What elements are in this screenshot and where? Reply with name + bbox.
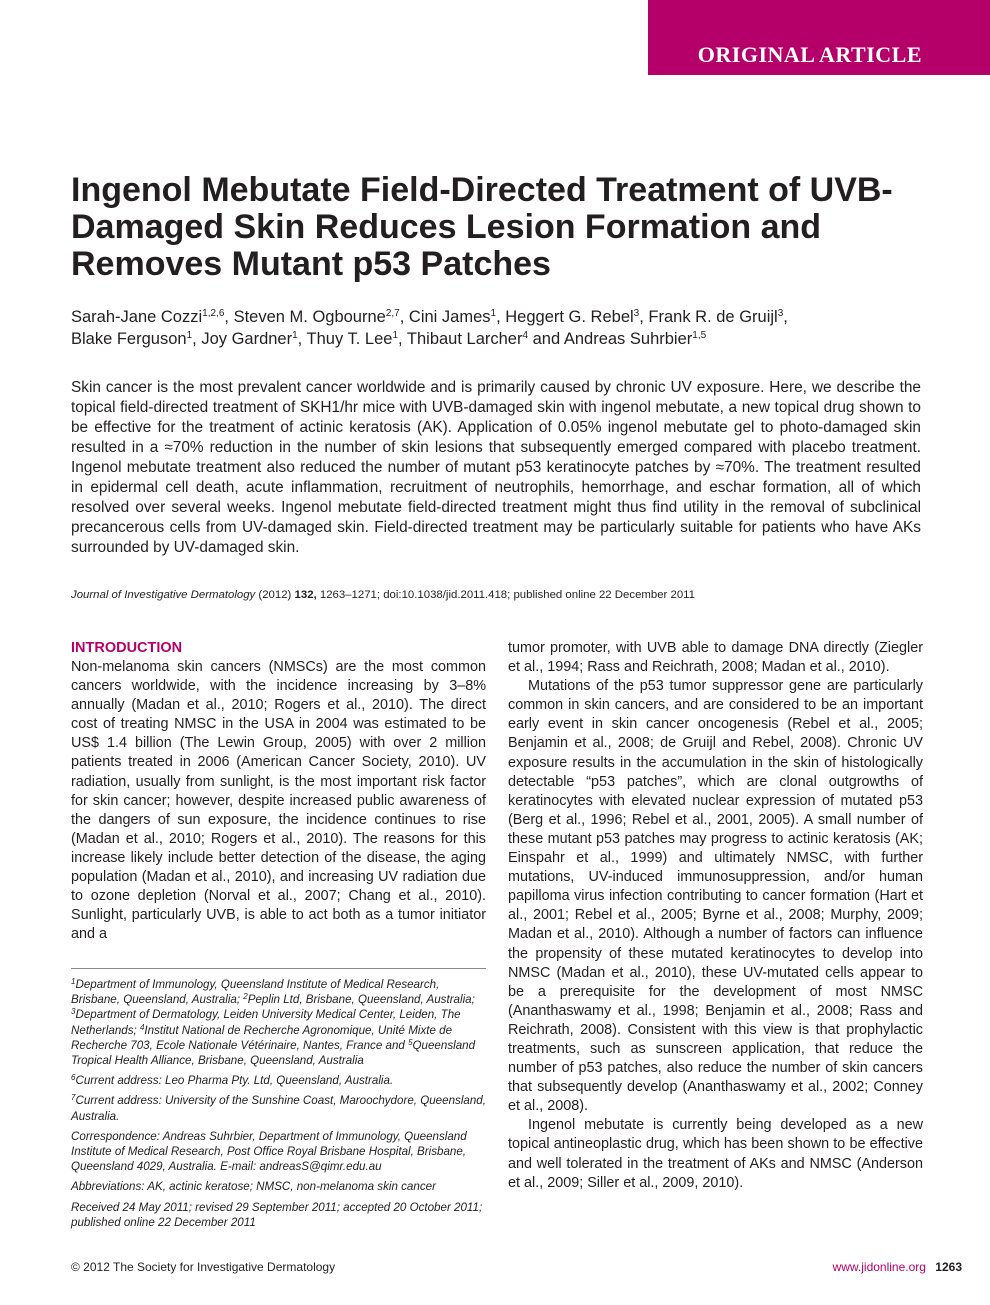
footer-right	[833, 1260, 962, 1274]
dates-note: Received 24 May 2011; revised 29 September 2011; accepted 20 October 2011; published online 22 December 2011	[71, 1200, 483, 1229]
left-column	[71, 639, 486, 944]
current-address-note-6: $^6$Current address: Leo Pharma Pty. Ltd, Queensland, Australia.	[71, 1073, 394, 1088]
affiliation-text: Department of Dermatology, Leiden University Medical Center, Leiden, The Netherlands;	[71, 1008, 461, 1037]
affiliation-marker: 2	[243, 992, 248, 1002]
affiliations-note	[71, 977, 486, 1068]
intro-paragraph-2: Mutations of the p53 tumor suppressor gene are particularly common in skin cancers, and are considered to be an important early event in skin cancer oncogenesis (Rebel et al., 2005; Benjamin et al., 2008; de Gruijl and Rebel, 2008). Chronic UV exposure results in the accumulation in the skin of histologically detectable “p53 patches”, which are clonal outgrowths of keratinocytes with elevated nuclear expression of mutated p53 (Berg et al., 1996; Rebel et al., 2001, 2005). A small number of these mutant p53 patches may progress to actinic keratosis (AK; Einspahr et al., 1999) and ultimately NMSC, with further mutations, UV-induced immunosuppression, and/or human papilloma virus infection contributing to cancer formation (Hart et al., 2001; Rebel et al., 2005; Byrne et al., 2008; Murphy, 2009; Madan et al., 2010). Although a number of factors can influence the propensity of these mutated keratinocytes to develop into NMSC (Madan et al., 2010), these UV-mutated cells appear to be a prerequisite for the development of most NMSC (Ananthaswamy et al., 1998; Benjamin et al., 2008; Rass and Reichrath, 2008). Consistent with this view is that prophylactic treatments, such as sunscreen application, that reduce the number of p53 patches, also reduce the number of skin cancers that subsequently develop (Ananthaswamy et al., 2002; Conney et al., 2008).	[508, 678, 923, 1115]
affiliation-marker: 1	[71, 977, 76, 986]
author-affiliation-marker: 3	[633, 308, 640, 319]
footnotes	[71, 977, 486, 1235]
author-name: Blake Ferguson	[71, 330, 187, 348]
footer-copyright: © 2012 The Society for Investigative Dermatology	[71, 1260, 336, 1274]
author-affiliation-marker: 1,5	[692, 330, 707, 341]
author-list: Sarah-Jane Cozzi$^{1,2,6}$, Steven M. Ogbourne$^{2,7}$, Cini James$^1$, Heggert G. Rebel$^3$, Frank R. de Gruijl$^3$, Blake Ferguson$^1$, Joy Gardner$^1$, Thuy T. Lee$^1$, Thibaut Larcher$^4$ and Andreas Suhrbier$^{1,5}$	[71, 308, 788, 348]
article-type-banner	[648, 0, 990, 75]
abstract: Skin cancer is the most prevalent cancer worldwide and is primarily caused by chronic UV exposure. Here, we describe the topical field-directed treatment of SKH1/hr mice with UVB-damaged skin with ingenol mebutate, a new topical drug shown to be effective for the treatment of actinic keratosis (AK). Application of 0.05% ingenol mebutate gel to photo-damaged skin resulted in a ≈70% reduction in the number of skin lesions that subsequently emerged compared with placebo treatment. Ingenol mebutate treatment also reduced the number of mutant p53 keratinocyte patches by ≈70%. The treatment resulted in epidermal cell death, acute inflammation, recruitment of neutrophils, hemorrhage, and eschar formation, all of which resolved over several weeks. Ingenol mebutate field-directed treatment might thus find utility in the removal of subclinical precancerous cells from UV-damaged skin. Field-directed treatment may be particularly suitable for patients who have AKs surrounded by UV-damaged skin.	[71, 379, 921, 556]
author-affiliation-marker: 1,2,6	[202, 308, 225, 319]
author-name: Heggert G. Rebel	[505, 308, 634, 326]
author-name: Steven M. Ogbourne	[233, 308, 386, 326]
author-affiliation-marker: 2,7	[385, 308, 400, 319]
affiliation-marker: 4	[139, 1022, 145, 1032]
author-affiliation-marker: 1	[292, 330, 298, 341]
author-affiliation-marker: 3	[777, 308, 784, 319]
affiliation-text: Peplin Ltd, Brisbane, Queensland, Australia;	[247, 993, 475, 1007]
author-affiliation-marker: 1	[392, 330, 399, 341]
author-affiliation-marker: 1	[186, 330, 193, 341]
article-title: Ingenol Mebutate Field-Directed Treatment of UVB-Damaged Skin Reduces Lesion Formation and Removes Mutant p53 Patches	[71, 171, 893, 283]
current-address-note-7: $^7$Current address: University of the Sunshine Coast, Maroochydore, Queensland, Australia.	[71, 1093, 486, 1123]
author-name: Cini James	[408, 308, 491, 326]
intro-paragraph-1: Non-melanoma skin cancers (NMSCs) are the most common cancers worldwide, with the incidence increasing by 3–8% annually (Madan et al., 2010; Rogers et al., 2010). The direct cost of treating NMSC in the USA in 2004 was estimated to be US$ 1.4 billion (The Lewin Group, 2005) with over 2 million patients treated in 2006 (American Cancer Society, 2010). UV radiation, usually from sunlight, is the most important risk factor for skin cancer; however, despite increased public awareness of the dangers of sun exposure, the incidence continues to rise (Madan et al., 2010; Rogers et al., 2010). The reasons for this increase likely include better detection of the disease, the aging population (Madan et al., 2010), and increasing UV radiation due to ozone depletion (Norval et al., 2007; Chang et al., 2010). Sunlight, particularly UVB, is able to act both as a tumor initiator and a	[71, 659, 486, 943]
page-number: 1263	[935, 1260, 962, 1274]
author-name: Sarah-Jane Cozzi	[71, 308, 203, 326]
footnote-divider	[71, 968, 486, 969]
affiliation-marker: 3	[71, 1007, 76, 1017]
journal-name: Journal of Investigative Dermatology	[71, 589, 256, 601]
citation-details: 1263–1271; doi:10.1038/jid.2011.418; published online 22 December 2011	[319, 589, 696, 601]
author-name: Thibaut Larcher	[406, 330, 523, 348]
affiliation-text: Department of Immunology, Queensland Institute of Medical Research, Brisbane, Queensland, Australia;	[71, 978, 440, 1007]
journal-url-link[interactable]: www.jidonline.org	[832, 1260, 926, 1274]
affiliation-text: Queensland Tropical Health Alliance, Brisbane, Queensland, Australia	[71, 1038, 476, 1068]
journal-citation	[71, 587, 951, 603]
intro-paragraph-continued: tumor promoter, with UVB able to damage DNA directly (Ziegler et al., 1994; Rass and Reichrath, 2008; Madan et al., 2010).	[508, 640, 923, 676]
abbreviations-note: Abbreviations: AK, actinic keratose; NMSC, non-melanoma skin cancer	[71, 1180, 436, 1194]
citation-year: (2012)	[258, 589, 292, 601]
section-heading-introduction: INTRODUCTION	[71, 640, 183, 656]
right-column	[508, 639, 923, 1193]
author-name: Thuy T. Lee	[306, 330, 393, 348]
affiliation-text: Institut National de Recherche Agronomique, Unité Mixte de Recherche 703, Ecole Nationale Vétérinaire, Nantes, France and	[71, 1023, 453, 1052]
author-affiliation-marker: 4	[522, 330, 529, 341]
author-affiliation-marker: 1	[490, 308, 497, 319]
citation-volume: 132,	[294, 589, 317, 601]
article-type-label: ORIGINAL ARTICLE	[697, 42, 922, 67]
author-name: Joy Gardner	[201, 330, 293, 348]
intro-paragraph-3: Ingenol mebutate is currently being developed as a new topical antineoplastic drug, which has been shown to be effective and well tolerated in the treatment of AKs and NMSC (Anderson et al., 2009; Siller et al., 2009, 2010).	[508, 1117, 923, 1191]
affiliation-marker: 5	[408, 1037, 413, 1047]
correspondence-note: Correspondence: Andreas Suhrbier, Department of Immunology, Queensland Institute of Medical Research, Post Office Royal Brisbane Hospital, Brisbane, Queensland 4029, Australia. E-mail: andreasS@qimr.edu.au	[71, 1129, 467, 1174]
author-name: Frank R. de Gruijl	[648, 308, 778, 326]
author-name: Andreas Suhrbier	[563, 330, 693, 348]
